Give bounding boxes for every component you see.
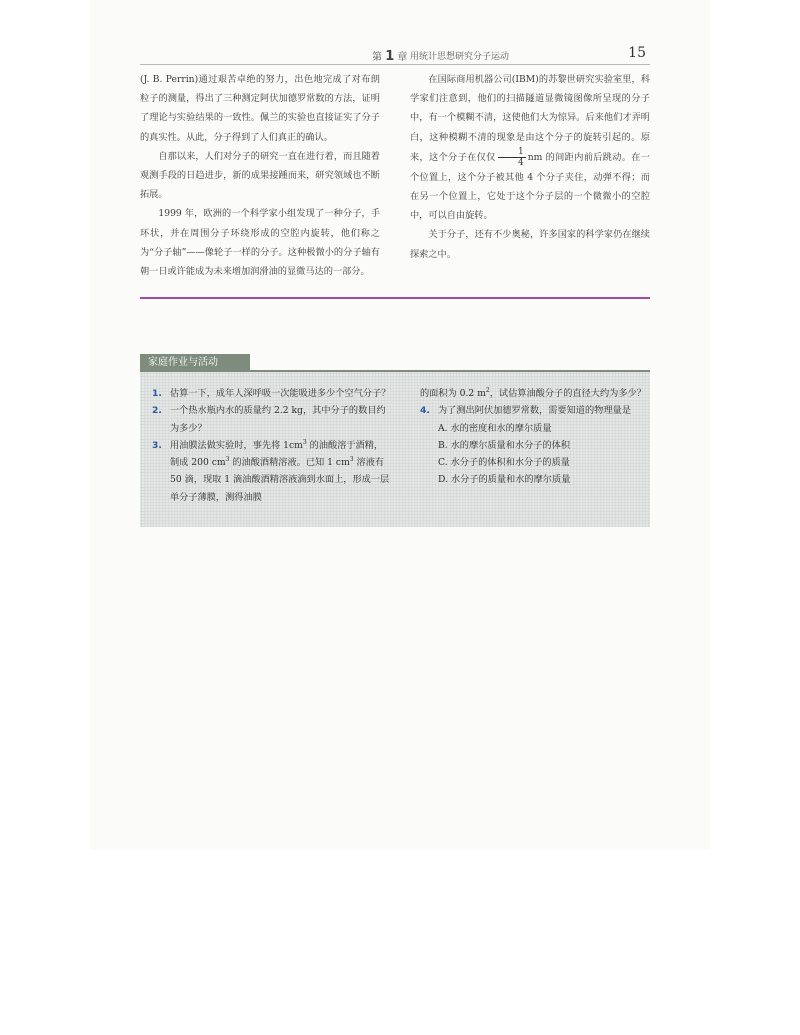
running-header (140, 44, 650, 66)
right-column (410, 70, 650, 264)
left-column (140, 70, 380, 281)
homework-right-column (420, 385, 648, 489)
option-b: B. 水的摩尔质量和水分子的体积 (438, 439, 571, 451)
question-1: 1. 估算一下，成年人深呼吸一次能吸进多少个空气分子？ (152, 388, 391, 399)
left-paragraph-1: (J. B. Perrin)通过艰苦卓绝的努力，出色地完成了对布朗粒子的测量，得出了三种测定阿伏加德罗常数的方法，证明了理论与实验结果的一致性。佩兰的实验也直接证实了分子的真实性。从此，分子得到了人们真正的确认。 (140, 74, 380, 143)
left-paragraph-3: 1999 年，欧洲的一个科学家小组发现了一种分子，手环状，并在周围分子环绕形成的空腔内旋转，他们称之为“分子轴”——像轮子一样的分子。这种极微小的分子轴有朝一日或许能成为未来增加润滑油的显微马达的一部分。 (140, 208, 380, 278)
question-3-continued: 的面积为 0.2 $m^2$，试估算油酸分子的直径大约为多少？ (420, 386, 646, 399)
question-4: 4. 为了测出阿伏加德罗常数，需要知道的物理量是 (420, 405, 631, 417)
homework-title: 家庭作业与活动 (140, 354, 250, 372)
left-paragraph-2: 自那以来，人们对分子的研究一直在进行着，而且随着观测手段的日趋进步，新的成果接踵而来，研究领域也不断拓展。 (140, 150, 380, 201)
fraction: $\frac{1}{4}$ (498, 147, 526, 168)
question-3: 3. 用油膜法做实验时，事先将 $1cm^3$ 的油酸溶于酒精，制成 200 $cm^3$ 的油酸酒精溶液。已知 1 $cm^3$ 溶液有 50 滴，现取 1 滴油酸酒精溶液滴到水面上，形成一层单分子薄膜，测得油膜 (152, 438, 390, 503)
option-d: D. 水分子的质量和水的摩尔质量 (438, 474, 571, 486)
page-number: 15 (628, 45, 646, 61)
right-paragraph-2: 关于分子，还有不少奥秘，许多国家的科学家仍在继续探索之中。 (410, 229, 650, 260)
header-rule (140, 64, 650, 65)
option-a: A. 水的密度和水的摩尔质量 (438, 422, 552, 434)
chapter-title: 用统计思想研究分子运动 (410, 52, 510, 62)
chapter-label: 第 1 章 (372, 49, 408, 64)
right-paragraph-1: 在国际商用机器公司(IBM)的苏黎世研究实验室里，科学家们注意到，他们的扫描隧道显微镜图像所呈现的分子中，有一个模糊不清，这使他们大为惊异。后来他们才弄明白，这种模糊不清的现象是由这个分子的旋转引起的。原来，这个分子在仅仅 $\frac{1}{4}$ nm 的间距内前后跳动。在一个位置上，这个分子被其他 4 个分子夹住，动弹不得；而在另一个位置上，它处于这个分子层的一个微微小的空腔中，可以自由旋转。 (410, 74, 650, 222)
option-c: C. 水分子的体积和水分子的质量 (438, 457, 570, 469)
question-2: 2. 一个热水瓶内水的质量约 2.2 kg，其中分子的数目约为多少？ (152, 405, 386, 434)
section-divider (140, 297, 650, 299)
homework-left-column (152, 385, 392, 506)
